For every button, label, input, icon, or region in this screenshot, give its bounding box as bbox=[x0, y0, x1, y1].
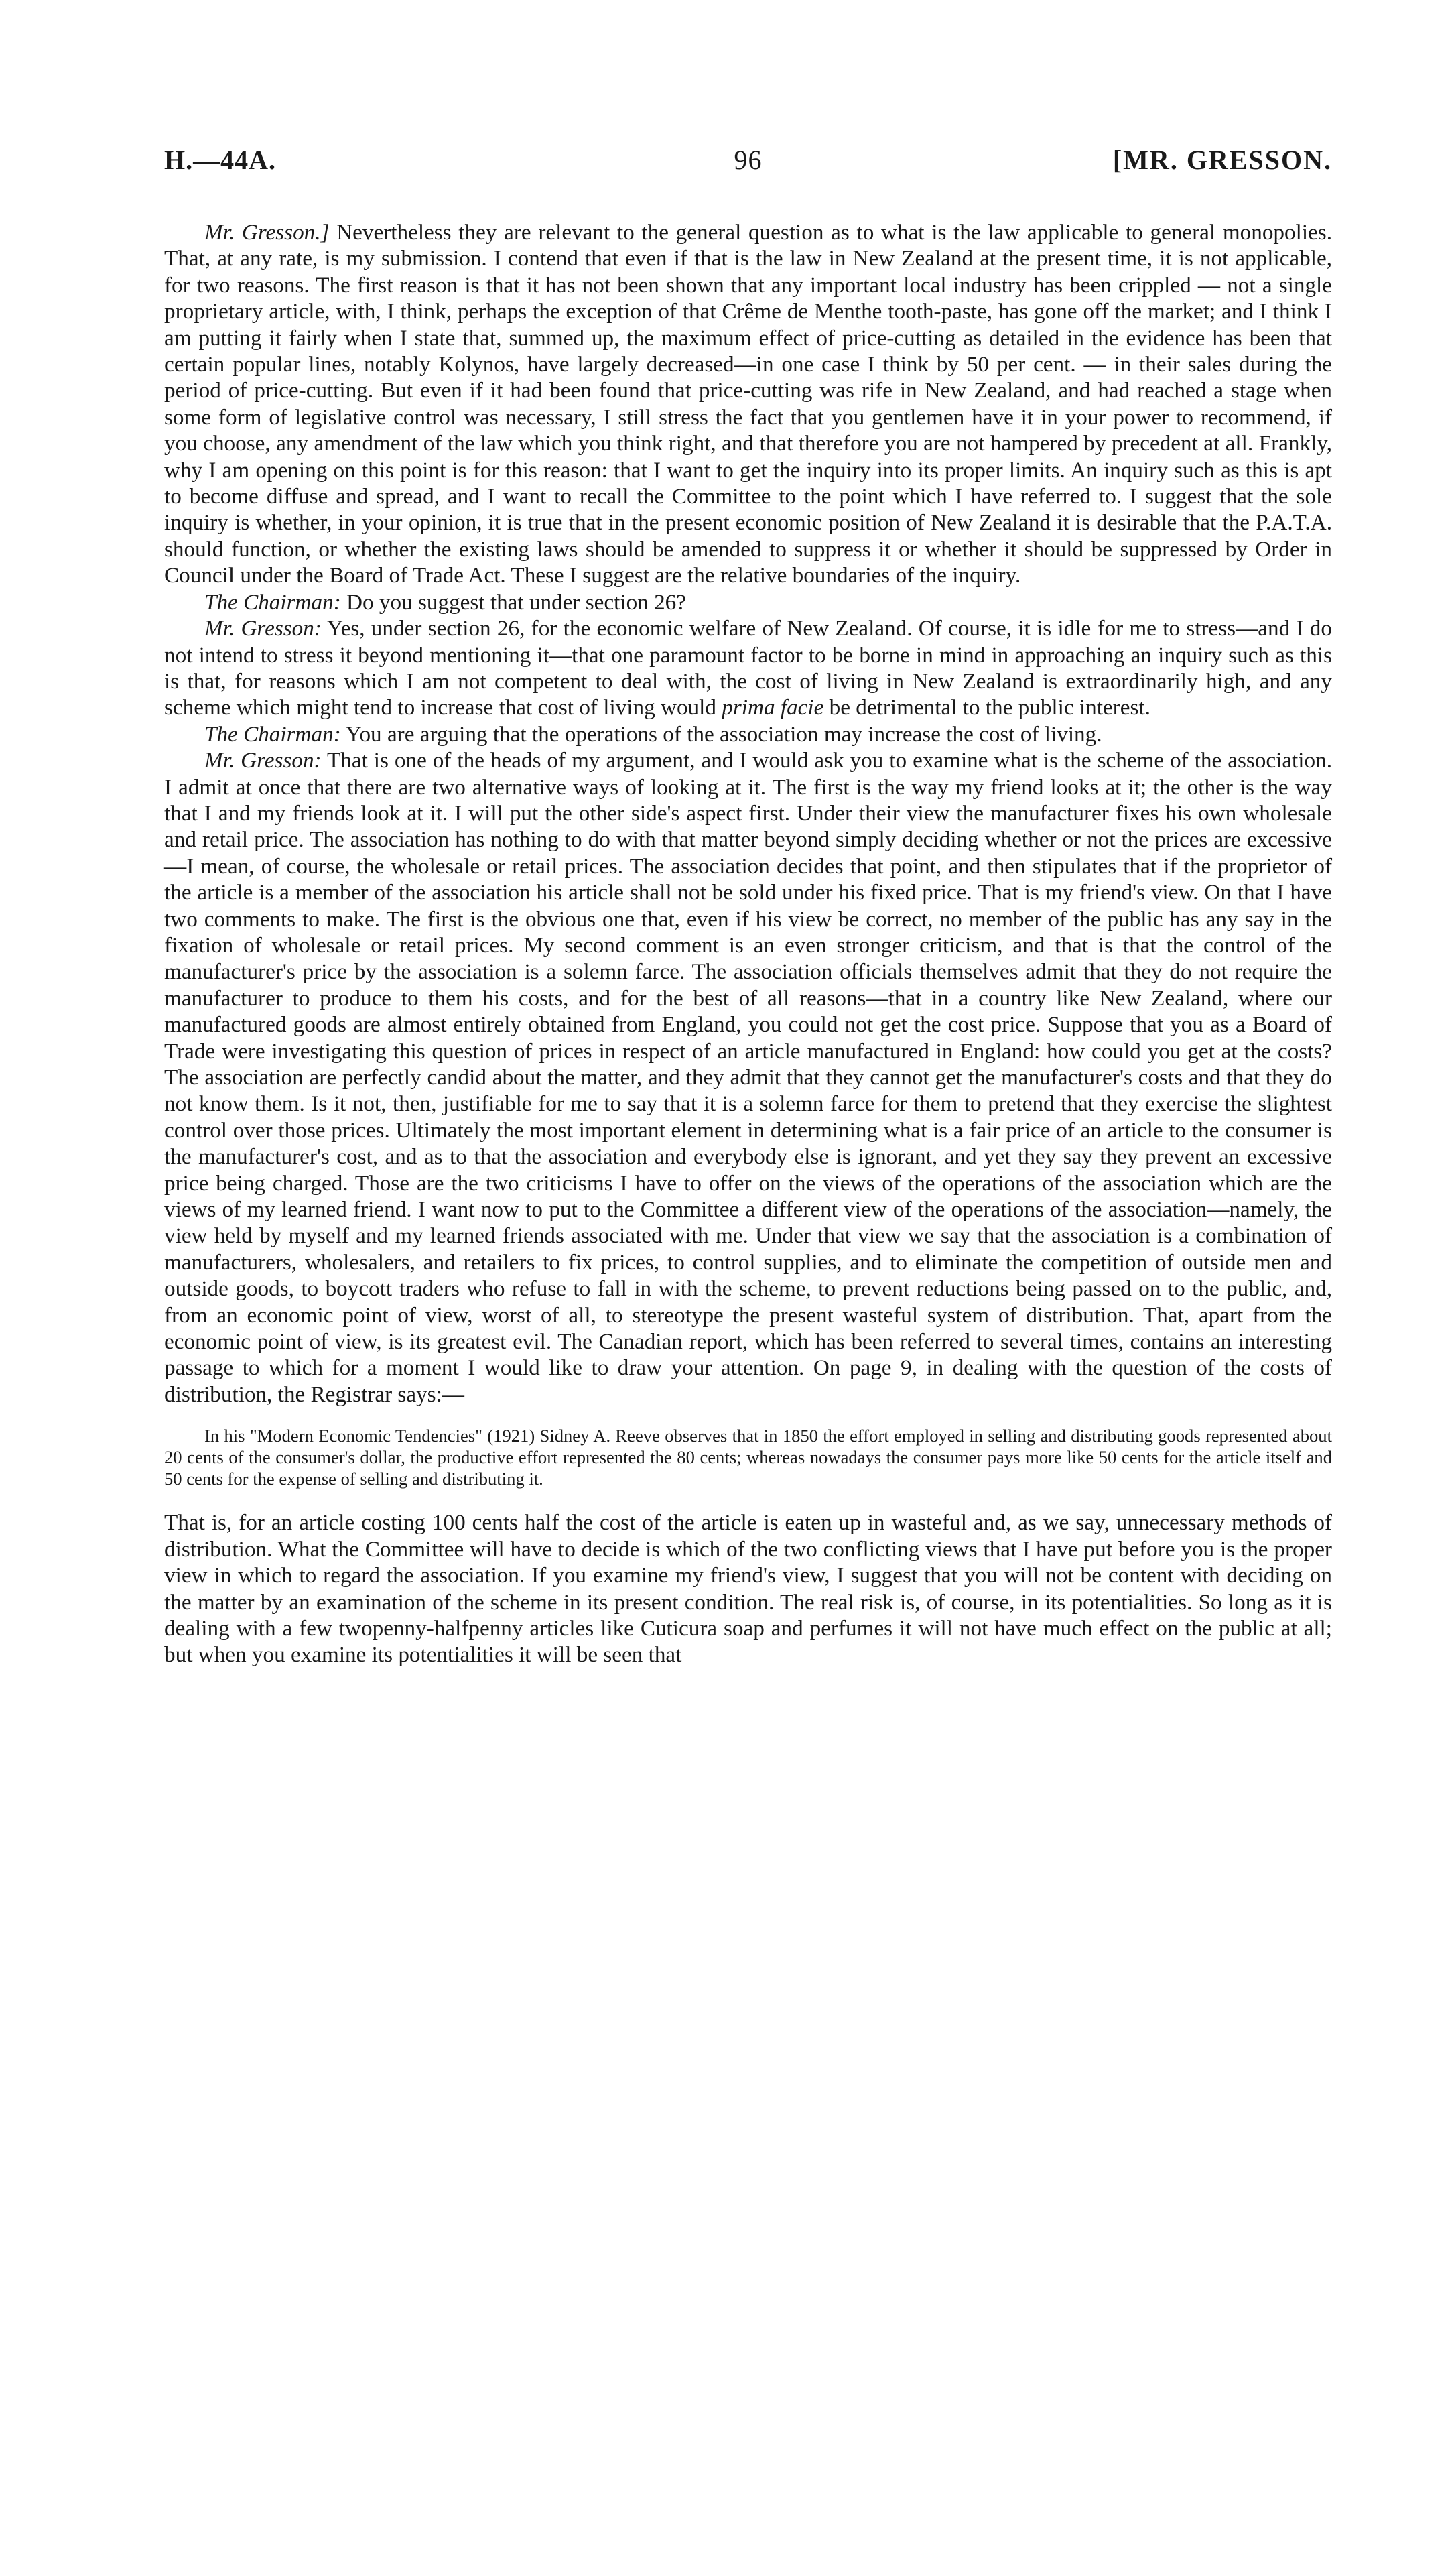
paragraph-text: Yes, under section 26, for the economic welfare of New Zealand. Of course, it is idle for me to stress—and I do not intend to stress it beyond mentioning it—that one paramount factor to be borne in mind in approaching an inquiry such as this is that, for reasons which I am not competent to deal with, the cost of living in New Zealand is extraordinarily high, and any scheme which might tend to increase that cost of living would bbox=[164, 616, 1332, 721]
paragraph-text: Nevertheless they are relevant to the general question as to what is the law applicable to general monopolies. That, at any rate, is my submission. I contend that even if that is the law in New Zealand at the present time, it is not applicable, for two reasons. The first reason is that it has not been shown that any important local industry has been crippled — not a single proprietary article, with, I think, perhaps the exception of that Crême de Menthe tooth-paste, has gone off the market; and I think I am putting it fairly when I state that, summed up, the maximum effect of price-cutting as detailed in the evidence has been that certain popular lines, notably Kolynos, have largely decreased—in one case I think by 50 per cent. — in their sales during the period of price-cutting. But even if it had been found that price-cutting was rife in New Zealand, and had reached a stage when some form of legislative control was necessary, I still stress the fact that you gentlemen have it in your power to recommend, if you choose, any amendment of the law which you think right, and that therefore you are not hampered by precedent at all. Frankly, why I am opening on this point is for this reason: that I want to get the inquiry into its proper limits. An inquiry such as this is apt to become diffuse and spread, and I want to recall the Committee to the point which I have referred to. I suggest that the sole inquiry is whether, in your opinion, it is true that in the present economic position of New Zealand it is desirable that the P.A.T.A. should function, or whether the existing laws should be amended to suppress it or whether it should be suppressed by Order in Council under the Board of Trade Act. These I suggest are the relative boundaries of the inquiry. bbox=[164, 220, 1332, 588]
speaker-label: Mr. Gresson: bbox=[204, 616, 322, 641]
paragraph-2 bbox=[164, 589, 1332, 615]
speaker-label: The Chairman: bbox=[204, 589, 341, 615]
speaker-label: The Chairman: bbox=[204, 721, 341, 747]
paragraph-1 bbox=[164, 219, 1332, 589]
document-reference: H.—44A. bbox=[164, 145, 276, 175]
paragraph-text: Do you suggest that under section 26? bbox=[340, 589, 686, 615]
speaker-label: Mr. Gresson: bbox=[204, 748, 322, 773]
body-text bbox=[164, 219, 1332, 1668]
block-quote: In his "Modern Economic Tendencies" (1921) Sidney A. Reeve observes that in 1850 the effort employed in selling and distributing goods represented about 20 cents of the consumer's dollar, the productive effort represented the 80 cents; whereas nowadays the consumer pays more like 50 cents for the article itself and 50 cents for the expense of selling and distributing it. bbox=[164, 1426, 1332, 1489]
speaker-heading: [MR. GRESSON. bbox=[1112, 145, 1332, 175]
speaker-label: Mr. Gresson.] bbox=[204, 220, 330, 245]
page-header bbox=[164, 144, 1332, 184]
paragraph-text: be detrimental to the public interest. bbox=[823, 695, 1150, 721]
latin-phrase: prima facie bbox=[722, 695, 824, 721]
page-number: 96 bbox=[734, 145, 763, 175]
paragraph-text: That is one of the heads of my argument, and I would ask you to examine what is the scheme of the association. I admit at once that there are two alternative ways of looking at it. The first is the way my friend looks at it; the other is the way that I and my friends look at it. I will put the other side's aspect first. Under their view the manufacturer fixes his own wholesale and retail price. The association has nothing to do with that matter beyond simply deciding whether or not the prices are excessive—I mean, of course, the wholesale or retail prices. The association decides that point, and then stipulates that if the proprietor of the article is a member of the association his article shall not be sold under his fixed price. That is my friend's view. On that I have two comments to make. The first is the obvious one that, even if his view be correct, no member of the public has any say in the fixation of wholesale or retail prices. My second comment is an even stronger criticism, and that is that the control of the manufacturer's price by the association is a solemn farce. The association officials themselves admit that they do not require the manufacturer to produce to them his costs, and for the best of all reasons—that in a country like New Zealand, where our manufactured goods are almost entirely obtained from England, you could not get the cost price. Suppose that you as a Board of Trade were investigating this question of prices in respect of an article manufactured in England: how could you get at the costs? The association are perfectly candid about the matter, and they admit that they cannot get the manufacturer's costs and that they do not know them. Is it not, then, justifiable for me to say that it is a solemn farce for them to pretend that they exercise the slightest control over those prices. Ultimately the most important element in determining what is a fair price of an article to the consumer is the manufacturer's cost, and as to that the association and everybody else is ignorant, and yet they say they prevent an excessive price being charged. Those are the two criticisms I have to offer on the views of the operations of the association which are the views of my learned friend. I want now to put to the Committee a different view of the operations of the association—namely, the view held by myself and my learned friends associated with me. Under that view we say that the association is a combination of manufacturers, wholesalers, and retailers to fix prices, to control supplies, and to eliminate the competition of outside men and outside goods, to boycott traders who refuse to fall in with the scheme, to prevent reductions being passed on to the public, and, from an economic point of view, worst of all, to stereotype the present wasteful system of distribution. That, apart from the economic point of view, is its greatest evil. The Canadian report, which has been referred to several times, contains an interesting passage to which for a moment I would like to draw your attention. On page 9, in dealing with the question of the costs of distribution, the Registrar says:— bbox=[164, 748, 1332, 1407]
paragraph-4 bbox=[164, 721, 1332, 747]
paragraph-text: You are arguing that the operations of the association may increase the cost of living. bbox=[340, 721, 1102, 747]
paragraph-3 bbox=[164, 615, 1332, 721]
closing-paragraph: That is, for an article costing 100 cents half the cost of the article is eaten up in wasteful and, as we say, unnecessary methods of distribution. What the Committee will have to decide is which of the two conflicting views that I have put before you is the proper view in which to regard the association. If you examine my friend's view, I suggest that you will not be content with deciding on the matter by an examination of the scheme in its present condition. The real risk is, of course, in its potentialities. So long as it is dealing with a few twopenny-halfpenny articles like Cuticura soap and perfumes it will not have much effect on the public at all; but when you examine its potentialities it will be seen that bbox=[164, 1510, 1332, 1668]
document-page bbox=[0, 144, 1456, 2551]
paragraph-5 bbox=[164, 747, 1332, 1408]
